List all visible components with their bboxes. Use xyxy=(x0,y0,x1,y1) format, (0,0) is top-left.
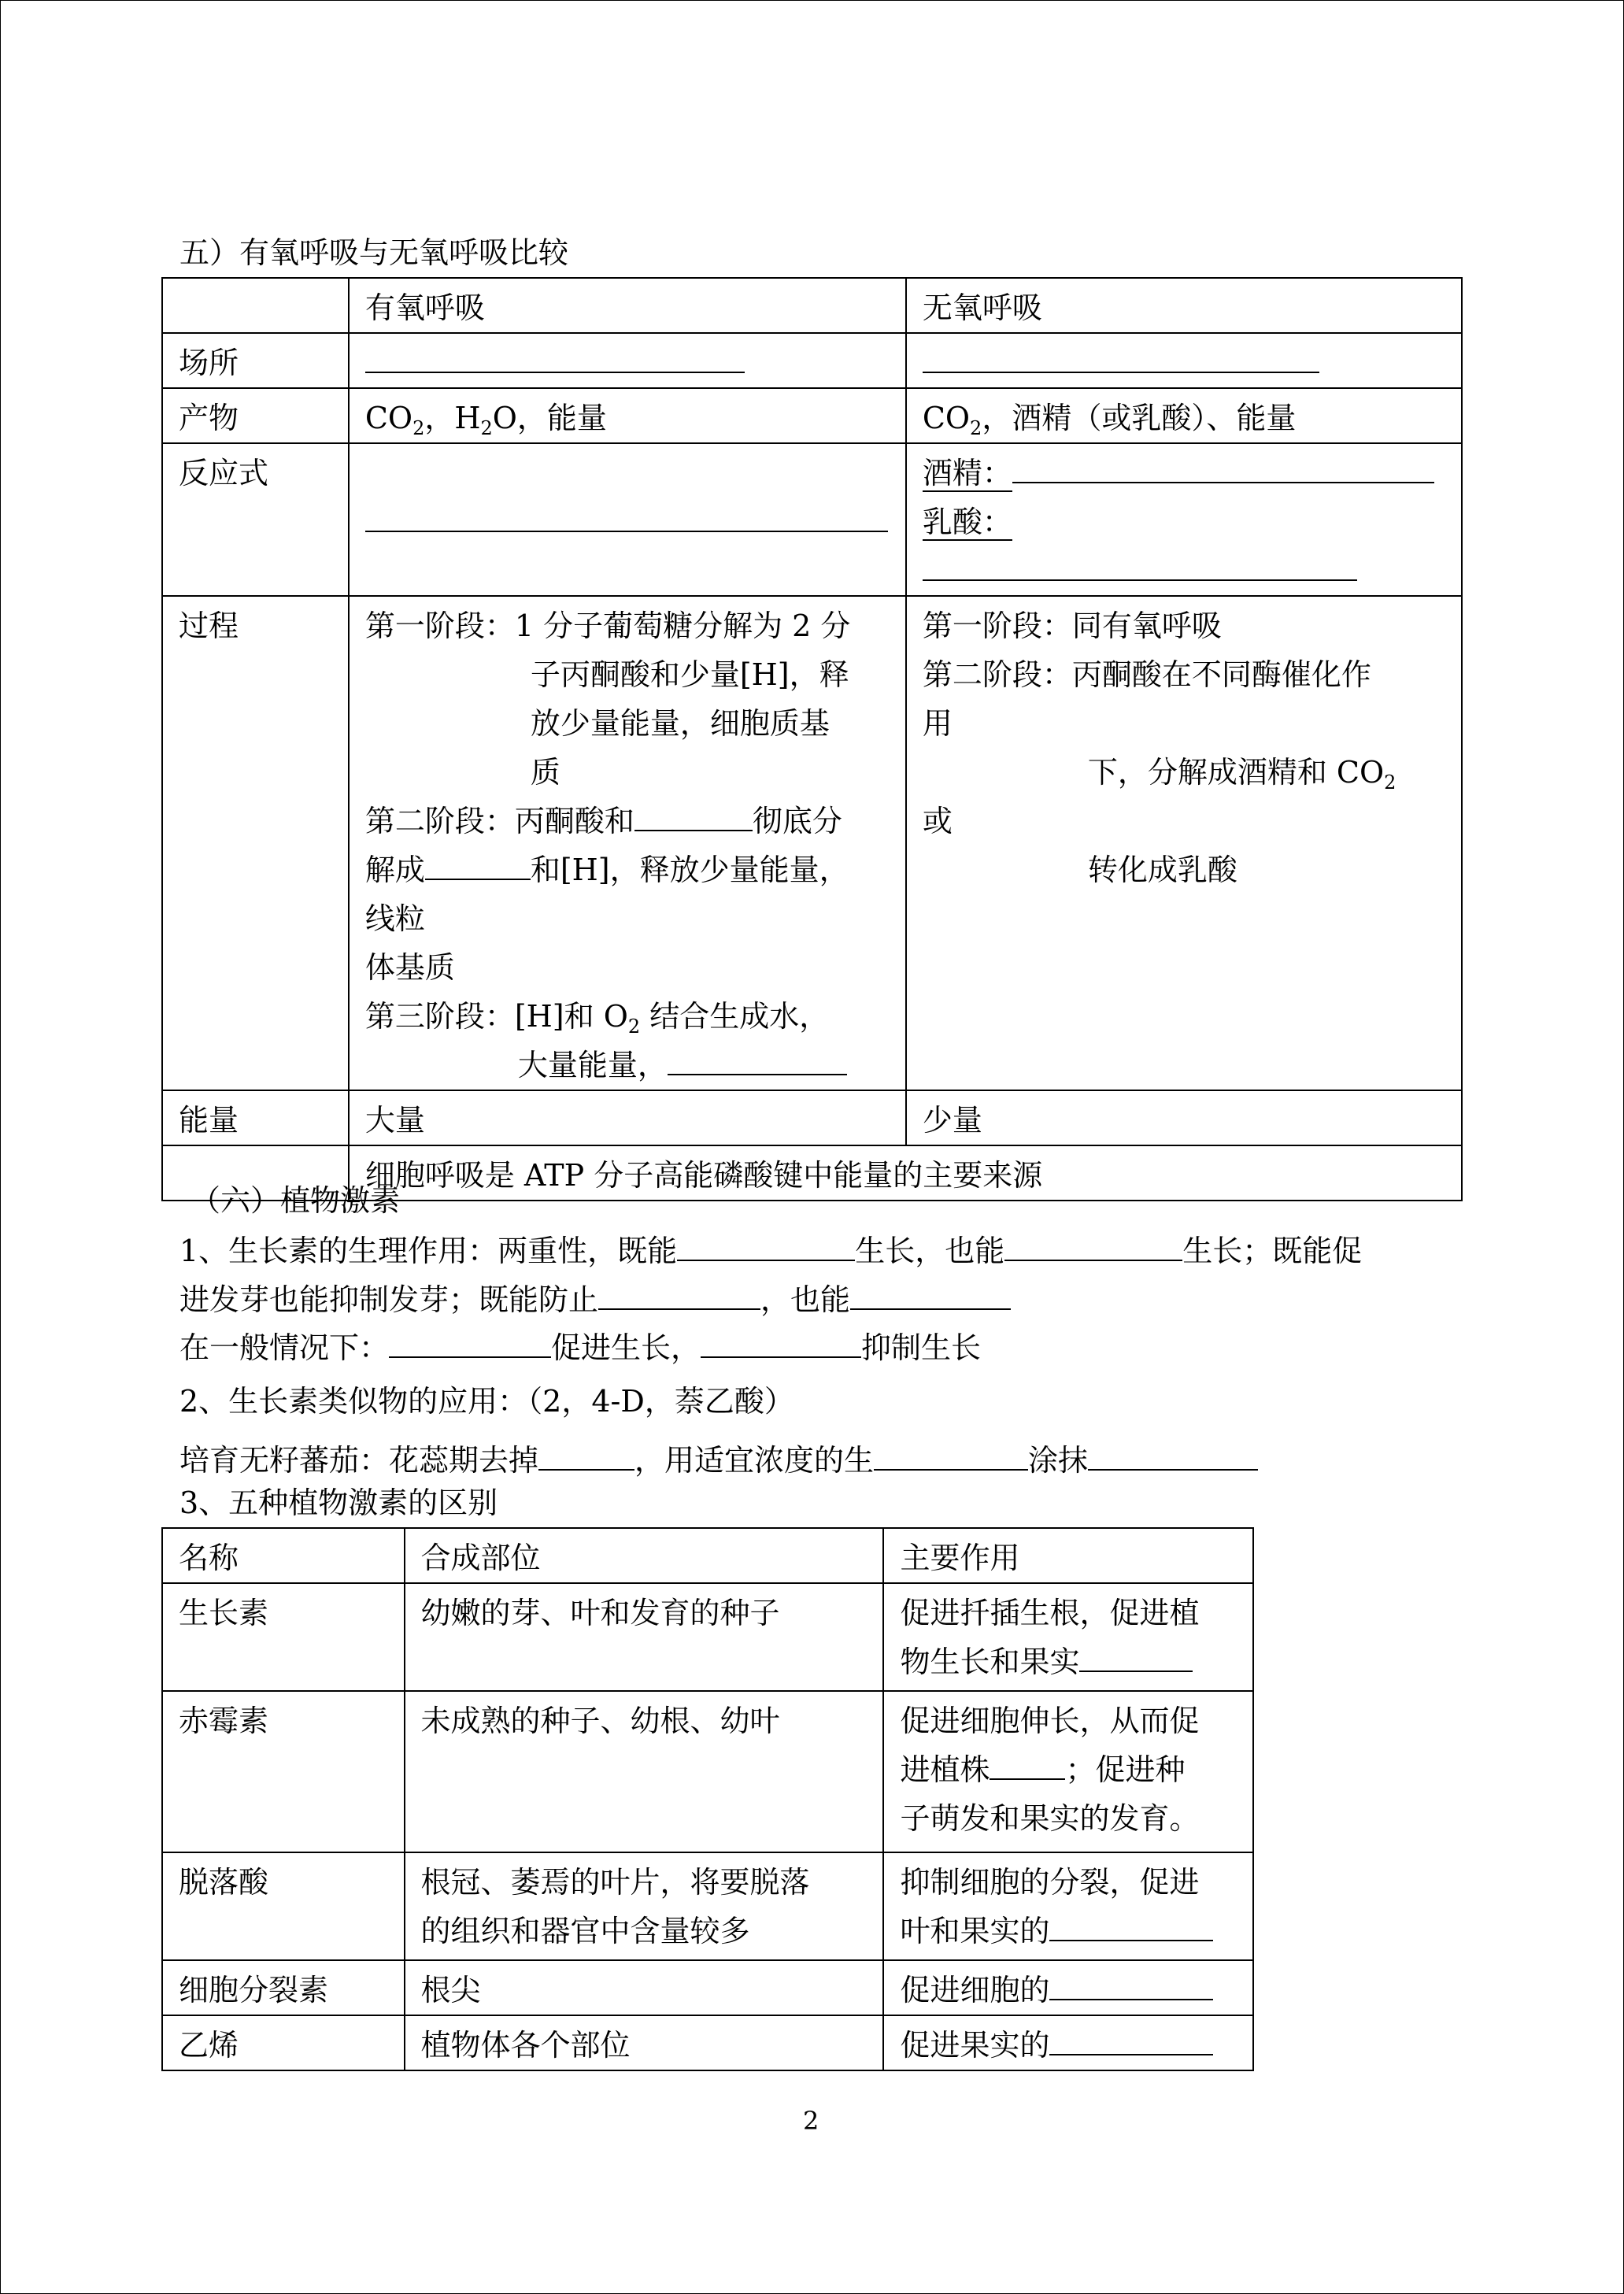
blank xyxy=(668,1049,847,1075)
col-header-name: 名称 xyxy=(162,1528,405,1583)
table-row xyxy=(162,1960,1253,2015)
blank xyxy=(1049,1974,1213,2000)
hormone-name: 细胞分裂素 xyxy=(162,1960,405,2015)
equation-aerobic xyxy=(349,443,906,596)
auxin-line-3: 在一般情况下： 促进生长， 抑制生长 xyxy=(179,1330,982,1365)
hormone-name: 赤霉素 xyxy=(162,1691,405,1852)
table-row xyxy=(162,1691,1253,1852)
analog-title: 2、生长素类似物的应用：（2，4-D，萘乙酸） xyxy=(179,1384,794,1419)
blank xyxy=(923,346,1319,373)
table-row xyxy=(162,1583,1253,1691)
col-header-site: 合成部位 xyxy=(405,1528,884,1583)
note-text: 细胞呼吸是 ATP 分子高能磷酸键中能量的主要来源 xyxy=(349,1145,1462,1201)
site-label: 场所 xyxy=(162,333,349,388)
process-label: 过程 xyxy=(162,596,349,1090)
process-anaerobic: 第一阶段：同有氧呼吸 第二阶段：丙酮酸在不同酶催化作 用 下，分解成酒精和 $CO_2$ 或 转化成乳酸 xyxy=(906,596,1462,1090)
energy-aerobic: 大量 xyxy=(349,1090,906,1145)
table-row xyxy=(162,2015,1253,2070)
hormone-effect: 促进扦插生根，促进植 物生长和果实 xyxy=(883,1583,1253,1691)
blank xyxy=(850,1283,1011,1310)
respiration-table xyxy=(161,277,1463,1201)
energy-label: 能量 xyxy=(162,1090,349,1145)
hormone-name: 乙烯 xyxy=(162,2015,405,2070)
analog-line: 培育无籽蕃茄：花蕊期去掉 ，用适宜浓度的生 涂抹 xyxy=(179,1444,1258,1475)
page-number: 2 xyxy=(803,2106,819,2136)
table-row xyxy=(162,1090,1462,1145)
table-row xyxy=(162,443,1462,596)
header-anaerobic: 无氧呼吸 xyxy=(906,278,1462,333)
auxin-line-2: 进发芽也能抑制发芽；既能防止 ，也能 xyxy=(179,1283,1011,1315)
blank xyxy=(1088,1444,1258,1471)
header-aerobic: 有氧呼吸 xyxy=(349,278,906,333)
blank xyxy=(923,554,1357,581)
product-aerobic: $CO_2$，$H_2O$，能量 xyxy=(349,388,906,443)
blank xyxy=(538,1444,634,1471)
blank xyxy=(1049,2029,1213,2055)
table-row xyxy=(162,333,1462,388)
table-row xyxy=(162,278,1462,333)
energy-anaerobic: 少量 xyxy=(906,1090,1462,1145)
equation-label: 反应式 xyxy=(162,443,349,596)
blank xyxy=(1049,1915,1213,1941)
hormone-site: 根尖 xyxy=(405,1960,884,2015)
hormone-effect: 促进细胞的 xyxy=(883,1960,1253,2015)
blank xyxy=(1012,457,1434,483)
blank xyxy=(1004,1234,1182,1261)
header-empty xyxy=(162,278,349,333)
hormone-site: 根冠、萎焉的叶片，将要脱落 的组织和器官中含量较多 xyxy=(405,1852,884,1960)
blank xyxy=(701,1331,861,1358)
blank xyxy=(677,1234,855,1261)
blank xyxy=(598,1283,760,1310)
blank xyxy=(874,1444,1028,1471)
blank xyxy=(634,805,753,831)
blank xyxy=(365,346,745,373)
process-aerobic: 第一阶段：1 分子葡萄糖分解为 2 分 子丙酮酸和少量[H]，释 放少量能量，细胞质基 质 第二阶段：丙酮酸和 彻底分 解成 和[H]，释放少量能量， 线粒 体基质 第三阶段：[H]和 $O_2$ 结合生成水， 大量能量， xyxy=(349,596,906,1090)
hormone-effect: 促进果实的 xyxy=(883,2015,1253,2070)
hormone-site: 植物体各个部位 xyxy=(405,2015,884,2070)
product-label: 产物 xyxy=(162,388,349,443)
hormone-name: 脱落酸 xyxy=(162,1852,405,1960)
section6-title: （六）植物激素 xyxy=(191,1183,401,1218)
blank xyxy=(389,1331,551,1358)
site-anaerobic-blank xyxy=(906,333,1462,388)
hormones-table xyxy=(161,1527,1254,2071)
hormone-site: 未成熟的种子、幼根、幼叶 xyxy=(405,1691,884,1852)
blank xyxy=(365,505,888,532)
blank xyxy=(1079,1645,1193,1672)
hormones-title: 3、五种植物激素的区别 xyxy=(179,1486,498,1520)
product-anaerobic: $CO_2$，酒精（或乳酸）、能量 xyxy=(906,388,1462,443)
hormone-effect: 抑制细胞的分裂，促进 叶和果实的 xyxy=(883,1852,1253,1960)
hormone-site: 幼嫩的芽、叶和发育的种子 xyxy=(405,1583,884,1691)
hormone-name: 生长素 xyxy=(162,1583,405,1691)
blank xyxy=(990,1753,1065,1780)
table-row xyxy=(162,1528,1253,1583)
auxin-line-1: 1、生长素的生理作用：两重性，既能 生长，也能 生长；既能促 xyxy=(179,1234,1363,1268)
table-row xyxy=(162,1852,1253,1960)
table-row xyxy=(162,596,1462,1090)
hormone-effect: 促进细胞伸长，从而促 进植株 ；促进种 子萌发和果实的发育。 xyxy=(883,1691,1253,1852)
blank xyxy=(425,853,531,880)
site-aerobic-blank xyxy=(349,333,906,388)
table-row xyxy=(162,388,1462,443)
equation-anaerobic: 酒精： 乳酸： xyxy=(906,443,1462,596)
col-header-effect: 主要作用 xyxy=(883,1528,1253,1583)
section5-title: 五）有氧呼吸与无氧呼吸比较 xyxy=(179,235,569,270)
